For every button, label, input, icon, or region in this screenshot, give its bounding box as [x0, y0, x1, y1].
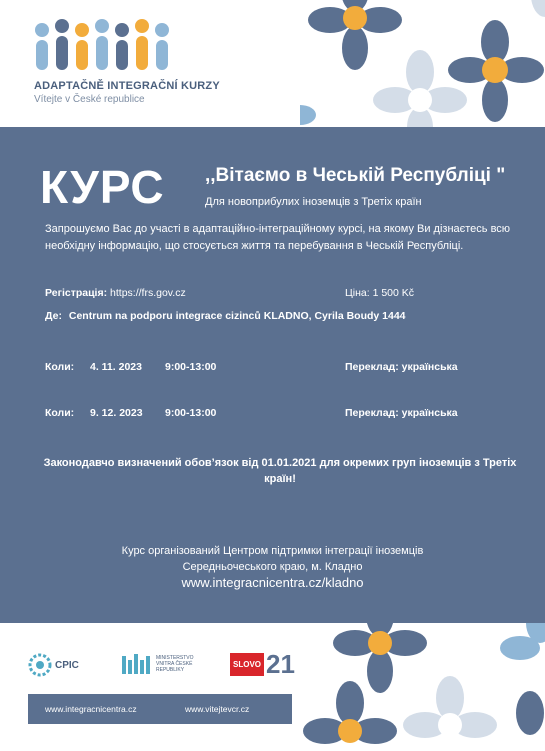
course-title: ,,Вітаємо в Чеській Республіці "	[205, 165, 506, 186]
cpic-logo	[28, 652, 79, 678]
registration-label: Регістрація:	[45, 287, 108, 299]
organizer-info	[0, 543, 545, 591]
session-time: 9:00-13:00	[165, 407, 217, 419]
intro-text: Запрошуємо Вас до участі в адаптаційно-інтеграційному курсі, на якому Ви дізнаєтесь всю необхідну інформацію, що стосується життя та перебування в Чеській Республіці.	[45, 223, 511, 252]
location-label: Де:	[45, 310, 62, 322]
location-row	[45, 310, 406, 322]
slovo-label: SLOVO	[230, 653, 264, 676]
logo-subtitle: Vítejte v České republice	[34, 94, 145, 105]
cpic-label: CPIC	[55, 659, 79, 671]
ministry-icon	[122, 652, 152, 676]
cpic-icon	[28, 653, 52, 677]
registration-row	[45, 287, 186, 299]
location-value: Centrum na podporu integrace cizinců KLADNO, Cyrila Boudy 1444	[68, 310, 406, 322]
session-label: Коли:	[45, 361, 75, 373]
flower-decoration-bottom	[300, 623, 545, 751]
flower-decoration-top	[300, 0, 545, 127]
ministry-label: MINISTERSTVO VNITRA ČESKÉ REPUBLIKY	[156, 655, 194, 673]
price: Ціна: 1 500 Kč	[345, 287, 415, 299]
legal-obligation-notice: Законодавчо визначений обов’язок від 01.01.2021 для окремих груп іноземців з Третіх країн!	[43, 457, 517, 485]
session-date: 4. 11. 2023	[90, 361, 142, 373]
organizer-line2: Середньочеського краю, м. Кладно	[182, 561, 363, 573]
logo-title: ADAPTAČNĚ INTEGRAČNÍ KURZY	[34, 80, 220, 92]
footer-link-integracnicentra[interactable]: www.integracnicentra.cz	[45, 704, 137, 714]
slovo-number: 21	[266, 649, 295, 679]
ministry-logo	[122, 652, 208, 676]
registration-link[interactable]: https://frs.gov.cz	[110, 287, 186, 299]
course-audience: Для новоприбулих іноземців з Третіх країн	[205, 196, 422, 208]
footer-link-vitejtevcr[interactable]: www.vitejtevcr.cz	[185, 704, 250, 714]
session-time: 9:00-13:00	[165, 361, 217, 373]
organizer-line1: Курс організований Центром підтримки інтеграції іноземців	[121, 545, 424, 557]
organizer-url[interactable]: www.integracnicentra.cz/kladno	[181, 575, 364, 590]
course-heading: КУРС	[40, 161, 165, 213]
session-translation: Переклад: українська	[345, 361, 458, 373]
session-translation: Переклад: українська	[345, 407, 458, 419]
session-label: Коли:	[45, 407, 75, 419]
session-date: 9. 12. 2023	[90, 407, 143, 419]
slovo21-logo	[230, 650, 295, 678]
